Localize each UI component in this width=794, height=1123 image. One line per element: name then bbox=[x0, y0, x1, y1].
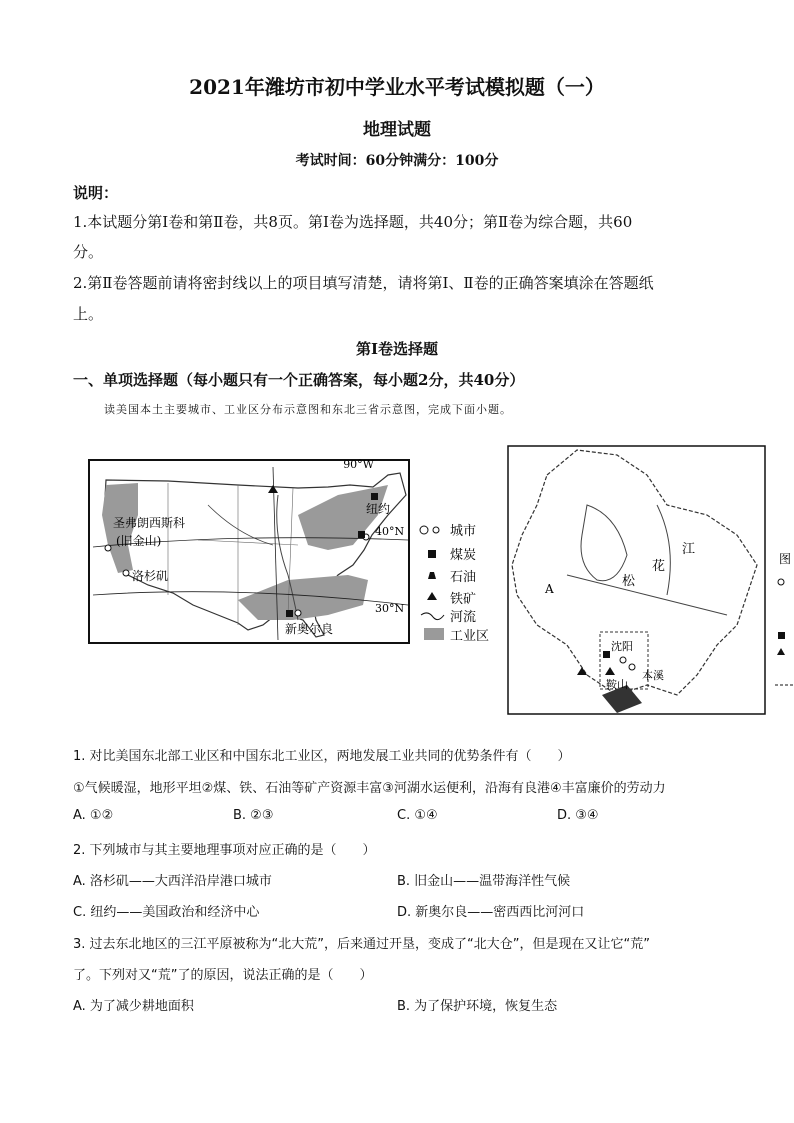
usa-la-label: 洛杉矶 bbox=[132, 569, 169, 583]
q1-option-b: B. ②③ bbox=[233, 808, 274, 823]
volume-title: 第Ⅰ卷选择题 bbox=[355, 340, 439, 358]
reading-prompt: 读美国本土主要城市、工业区分布示意图和东北三省示意图，完成下面小题。 bbox=[104, 403, 512, 416]
subject-title: 地理试题 bbox=[363, 120, 431, 140]
usa-lat40-label: 40°N bbox=[375, 525, 405, 538]
instruction-2-line1: 2.第Ⅱ卷答题前请将密封线以上的项目填写清楚，请将第Ⅰ、Ⅱ卷的正确答案填涂在答题纸 bbox=[73, 274, 654, 292]
q1-option-d: D. ③④ bbox=[557, 808, 599, 823]
ne-label-hua: 花 bbox=[652, 559, 666, 574]
legend-river: 河流 bbox=[450, 610, 477, 625]
ne-legend-head: 图 bbox=[779, 552, 792, 566]
ne-label-anshan: 鞍山 bbox=[606, 678, 628, 691]
ne-label-a: A bbox=[545, 582, 554, 596]
exam-info: 考试时间：60分钟满分：100分 bbox=[295, 153, 499, 169]
question-2-stem: 2. 下列城市与其主要地理事项对应正确的是（ ） bbox=[73, 843, 376, 858]
ne-label-jiang: 江 bbox=[682, 542, 696, 557]
legend-oil: 石油 bbox=[450, 570, 477, 585]
q2-option-d: D. 新奥尔良——密西西比河河口 bbox=[397, 905, 585, 920]
instruction-1-line2: 分。 bbox=[73, 243, 104, 261]
ne-china-map bbox=[507, 445, 794, 717]
ne-label-benxi: 本溪 bbox=[642, 669, 664, 682]
usa-ny-label: 纽约 bbox=[366, 502, 391, 516]
legend-coal: 煤炭 bbox=[450, 548, 477, 563]
instruction-1-line1: 1.本试题分第Ⅰ卷和第Ⅱ卷，共8页。第Ⅰ卷为选择题，共40分；第Ⅱ卷为综合题，共60 bbox=[73, 213, 633, 231]
usa-lon-label: 90°W bbox=[343, 458, 374, 471]
instruction-2-line2: 上。 bbox=[73, 305, 104, 323]
instructions-heading: 说明： bbox=[73, 184, 119, 202]
q1-option-c: C. ①④ bbox=[397, 808, 438, 823]
q2-option-a: A. 洛杉矶——大西洋沿岸港口城市 bbox=[73, 874, 272, 889]
q2-option-c: C. 纽约——美国政治和经济中心 bbox=[73, 905, 260, 920]
legend-iron: 铁矿 bbox=[450, 592, 477, 607]
ne-label-song: 松 bbox=[622, 574, 636, 589]
legend-industrial: 工业区 bbox=[450, 629, 490, 644]
part-title: 一、单项选择题（每小题只有一个正确答案，每小题2分，共40分） bbox=[73, 371, 525, 389]
usa-sf-label2: (旧金山) bbox=[116, 534, 162, 548]
question-3-stem-line1: 3. 过去东北地区的三江平原被称为“北大荒”，后来通过开垦，变成了“北大仓”，但是现在又让它“荒” bbox=[73, 937, 650, 952]
ne-label-shenyang: 沈阳 bbox=[611, 640, 633, 653]
legend-city: 城市 bbox=[450, 524, 477, 539]
question-1-detail: ①气候暖湿，地形平坦②煤、铁、石油等矿产资源丰富③河湖水运便利，沿海有良港④丰富廉价的劳动力 bbox=[73, 781, 666, 796]
usa-sf-label1: 圣弗朗西斯科 bbox=[113, 516, 186, 530]
question-1-stem: 1. 对比美国东北部工业区和中国东北工业区，两地发展工业共同的优势条件有（ ） bbox=[73, 749, 571, 764]
q3-option-a: A. 为了减少耕地面积 bbox=[73, 999, 194, 1014]
question-3-stem-line2: 了。下列对又“荒”了的原因，说法正确的是（ ） bbox=[73, 968, 373, 983]
q1-option-a: A. ①② bbox=[73, 808, 114, 823]
usa-no-label: 新奥尔良 bbox=[285, 622, 334, 636]
exam-title: 2021年潍坊市初中学业水平考试模拟题（一） bbox=[189, 75, 605, 99]
q2-option-b: B. 旧金山——温带海洋性气候 bbox=[397, 874, 571, 889]
usa-lat30-label: 30°N bbox=[375, 602, 405, 615]
q3-option-b: B. 为了保护环境，恢复生态 bbox=[397, 999, 558, 1014]
usa-map bbox=[88, 455, 500, 650]
